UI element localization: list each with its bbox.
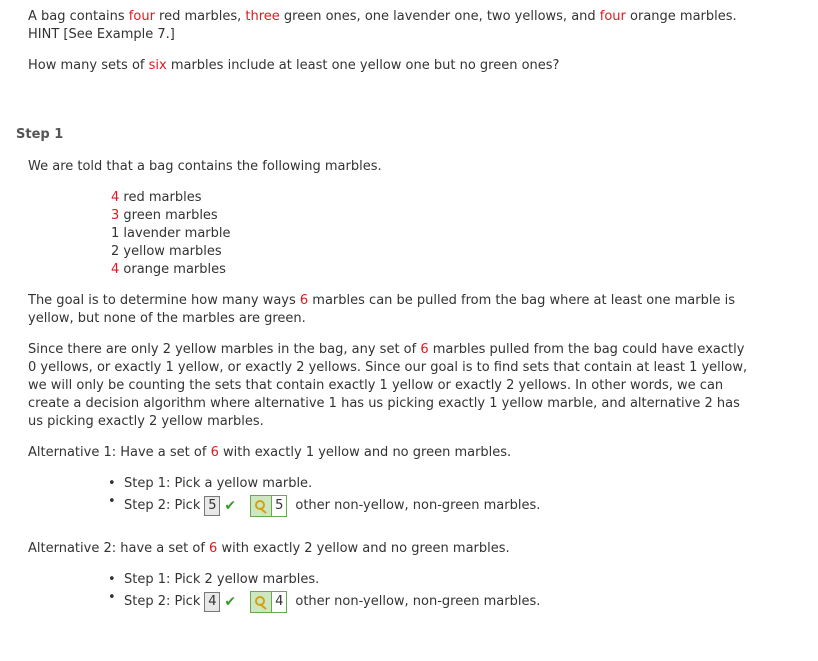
marble-list — [111, 189, 231, 279]
alt2-answer-box[interactable]: 4 — [204, 592, 220, 612]
alt2-heading: Alternative 2: have a set of 6 with exactly 2 yellow and no green marbles. — [28, 541, 510, 556]
since-line-3: we will only be counting the sets that contain exactly 1 yellow or exactly 2 yellows. In other words, we can — [28, 378, 724, 393]
key-icon[interactable] — [251, 592, 272, 612]
goal-line-2: yellow, but none of the marbles are green. — [28, 311, 306, 326]
key-icon[interactable] — [251, 496, 272, 516]
alt2-key-answer[interactable]: 4 — [250, 591, 287, 613]
marble-item: 1 lavender marble — [111, 226, 231, 241]
since-line-1: Since there are only 2 yellow marbles in the bag, any set of 6 marbles pulled from the bag could have exactly — [28, 342, 745, 357]
alt2-step-2: • Step 2: Pick 4 ✔ 4 other non-yellow, non-green marbles. — [108, 589, 540, 615]
marble-item: 4 red marbles — [111, 190, 202, 205]
since-line-2: 0 yellows, or exactly 1 yellow, or exactly 2 yellows. Since our goal is to find sets that contain at least 1 yellow, — [28, 360, 748, 375]
check-icon: ✔ — [224, 594, 237, 610]
check-icon: ✔ — [224, 498, 237, 514]
step-title: Step 1 — [16, 127, 64, 142]
since-line-5: us picking exactly 2 yellow marbles. — [28, 414, 264, 429]
alt1-step-2: • Step 2: Pick 5 ✔ 5 other non-yellow, non-green marbles. — [108, 493, 540, 519]
alt1-key-answer[interactable]: 5 — [250, 495, 287, 517]
question-line-1: A bag contains four red marbles, three green ones, one lavender one, two yellows, and four orange marbles. — [28, 9, 737, 24]
alt1-heading: Alternative 1: Have a set of 6 with exactly 1 yellow and no green marbles. — [28, 445, 512, 460]
marble-item: 4 orange marbles — [111, 262, 226, 277]
since-line-4: create a decision algorithm where alternative 1 has us picking exactly 1 yellow marble, and alternative 2 has — [28, 396, 740, 411]
alt2-step-1: • Step 1: Pick 2 yellow marbles. — [108, 571, 540, 589]
alt1-answer-box[interactable]: 5 — [204, 496, 220, 516]
marble-item: 3 green marbles — [111, 208, 218, 223]
alt1-step-1: • Step 1: Pick a yellow marble. — [108, 475, 540, 493]
step-intro: We are told that a bag contains the following marbles. — [28, 159, 382, 174]
alt1-steps — [108, 475, 540, 519]
hint-link[interactable]: HINT [See Example 7.] — [28, 27, 175, 42]
question-ask: How many sets of six marbles include at least one yellow one but no green ones? — [28, 58, 560, 73]
goal-line-1: The goal is to determine how many ways 6 marbles can be pulled from the bag where at least one marble is — [28, 293, 735, 308]
marble-item: 2 yellow marbles — [111, 244, 222, 259]
alt2-steps — [108, 571, 540, 615]
